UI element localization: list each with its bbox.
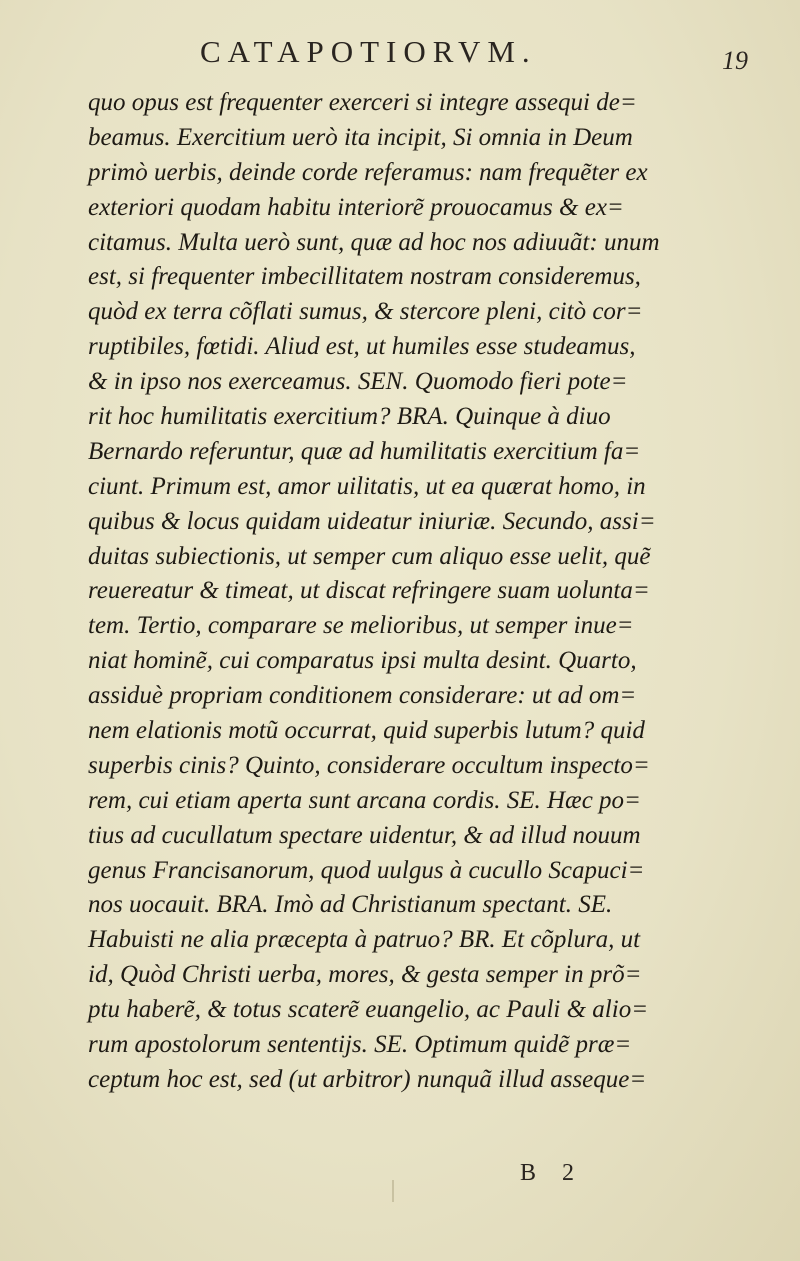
body-text: [88, 86, 728, 1098]
text-line: est, si frequenter imbecillitatem nostram consideremus,: [88, 263, 641, 291]
text-line: primò uerbis, deinde corde referamus: nam freque͂ter ex: [88, 158, 648, 186]
text-line: ruptibiles, fœtidi. Aliud est, ut humiles esse studeamus,: [88, 333, 636, 361]
text-line: rit hoc humilitatis exercitium? BRA. Quinque à diuo: [88, 403, 611, 431]
text-line: rem, cui etiam aperta sunt arcana cordis. SE. Hæc po=: [88, 786, 641, 814]
text-line: assiduè propriam conditionem considerare: ut ad om=: [88, 682, 637, 710]
text-line: duitas subiectionis, ut semper cum aliquo esse uelit, que͂: [88, 542, 651, 570]
running-head: [0, 28, 800, 75]
signature-mark: B 2: [520, 1160, 585, 1186]
text-line: quo opus est frequenter exerceri si integre assequi de=: [88, 89, 637, 116]
running-head-title: CATAPOTIORVM.: [200, 34, 537, 69]
text-line: nem elationis motũ occurrat, quid superbis lutum? quid: [88, 717, 645, 745]
text-line: Bernardo referuntur, quæ ad humilitatis exercitium fa=: [88, 437, 641, 465]
text-line: tius ad cucullatum spectare uidentur, & ad illud nouum: [88, 821, 641, 849]
text-line: reuereatur & timeat, ut discat refringere suam uolunta=: [88, 577, 650, 605]
text-line: genus Francisanorum, quod uulgus à cucullo Scapuci=: [88, 856, 645, 884]
text-line: tem. Tertio, comparare se melioribus, ut semper inue=: [88, 612, 634, 640]
text-line: niat homine͂, cui comparatus ipsi multa desint. Quarto,: [88, 647, 637, 675]
text-line: ciunt. Primum est, amor uilitatis, ut ea quærat homo, in: [88, 472, 646, 500]
text-line: & in ipso nos exerceamus. SEN. Quomodo fieri pote=: [88, 368, 628, 396]
text-line: superbis cinis? Quinto, considerare occultum inspecto=: [88, 751, 650, 779]
text-line: citamus. Multa uerò sunt, quæ ad hoc nos adiuuãt: unum: [88, 228, 660, 256]
text-line: beamus. Exercitium uerò ita incipit, Si omnia in Deum: [88, 123, 633, 151]
text-line: quibus & locus quidam uideatur iniuriæ. Secundo, assi=: [88, 507, 656, 535]
text-line: ptu habere͂, & totus scatere͂ euangelio, ac Pauli & alio=: [88, 996, 649, 1024]
paper-mark: [392, 1180, 394, 1202]
text-line: quòd ex terra cõflati sumus, & stercore pleni, citò cor=: [88, 298, 643, 326]
text-line: rum apostolorum sententijs. SE. Optimum quide͂ præ=: [88, 1031, 632, 1059]
text-line: ceptum hoc est, sed (ut arbitror) nunquã illud asseque=: [88, 1065, 647, 1093]
page-number: 19: [722, 46, 748, 75]
text-line: exteriori quodam habitu interiore͂ prouocamus & ex=: [88, 193, 624, 221]
text-line: Habuisti ne alia præcepta à patruo? BR. Et cõplura, ut: [88, 926, 641, 954]
text-line: id, Quòd Christi uerba, mores, & gesta semper in prõ=: [88, 961, 642, 989]
text-line: nos uocauit. BRA. Imò ad Christianum spectant. SE.: [88, 891, 613, 919]
